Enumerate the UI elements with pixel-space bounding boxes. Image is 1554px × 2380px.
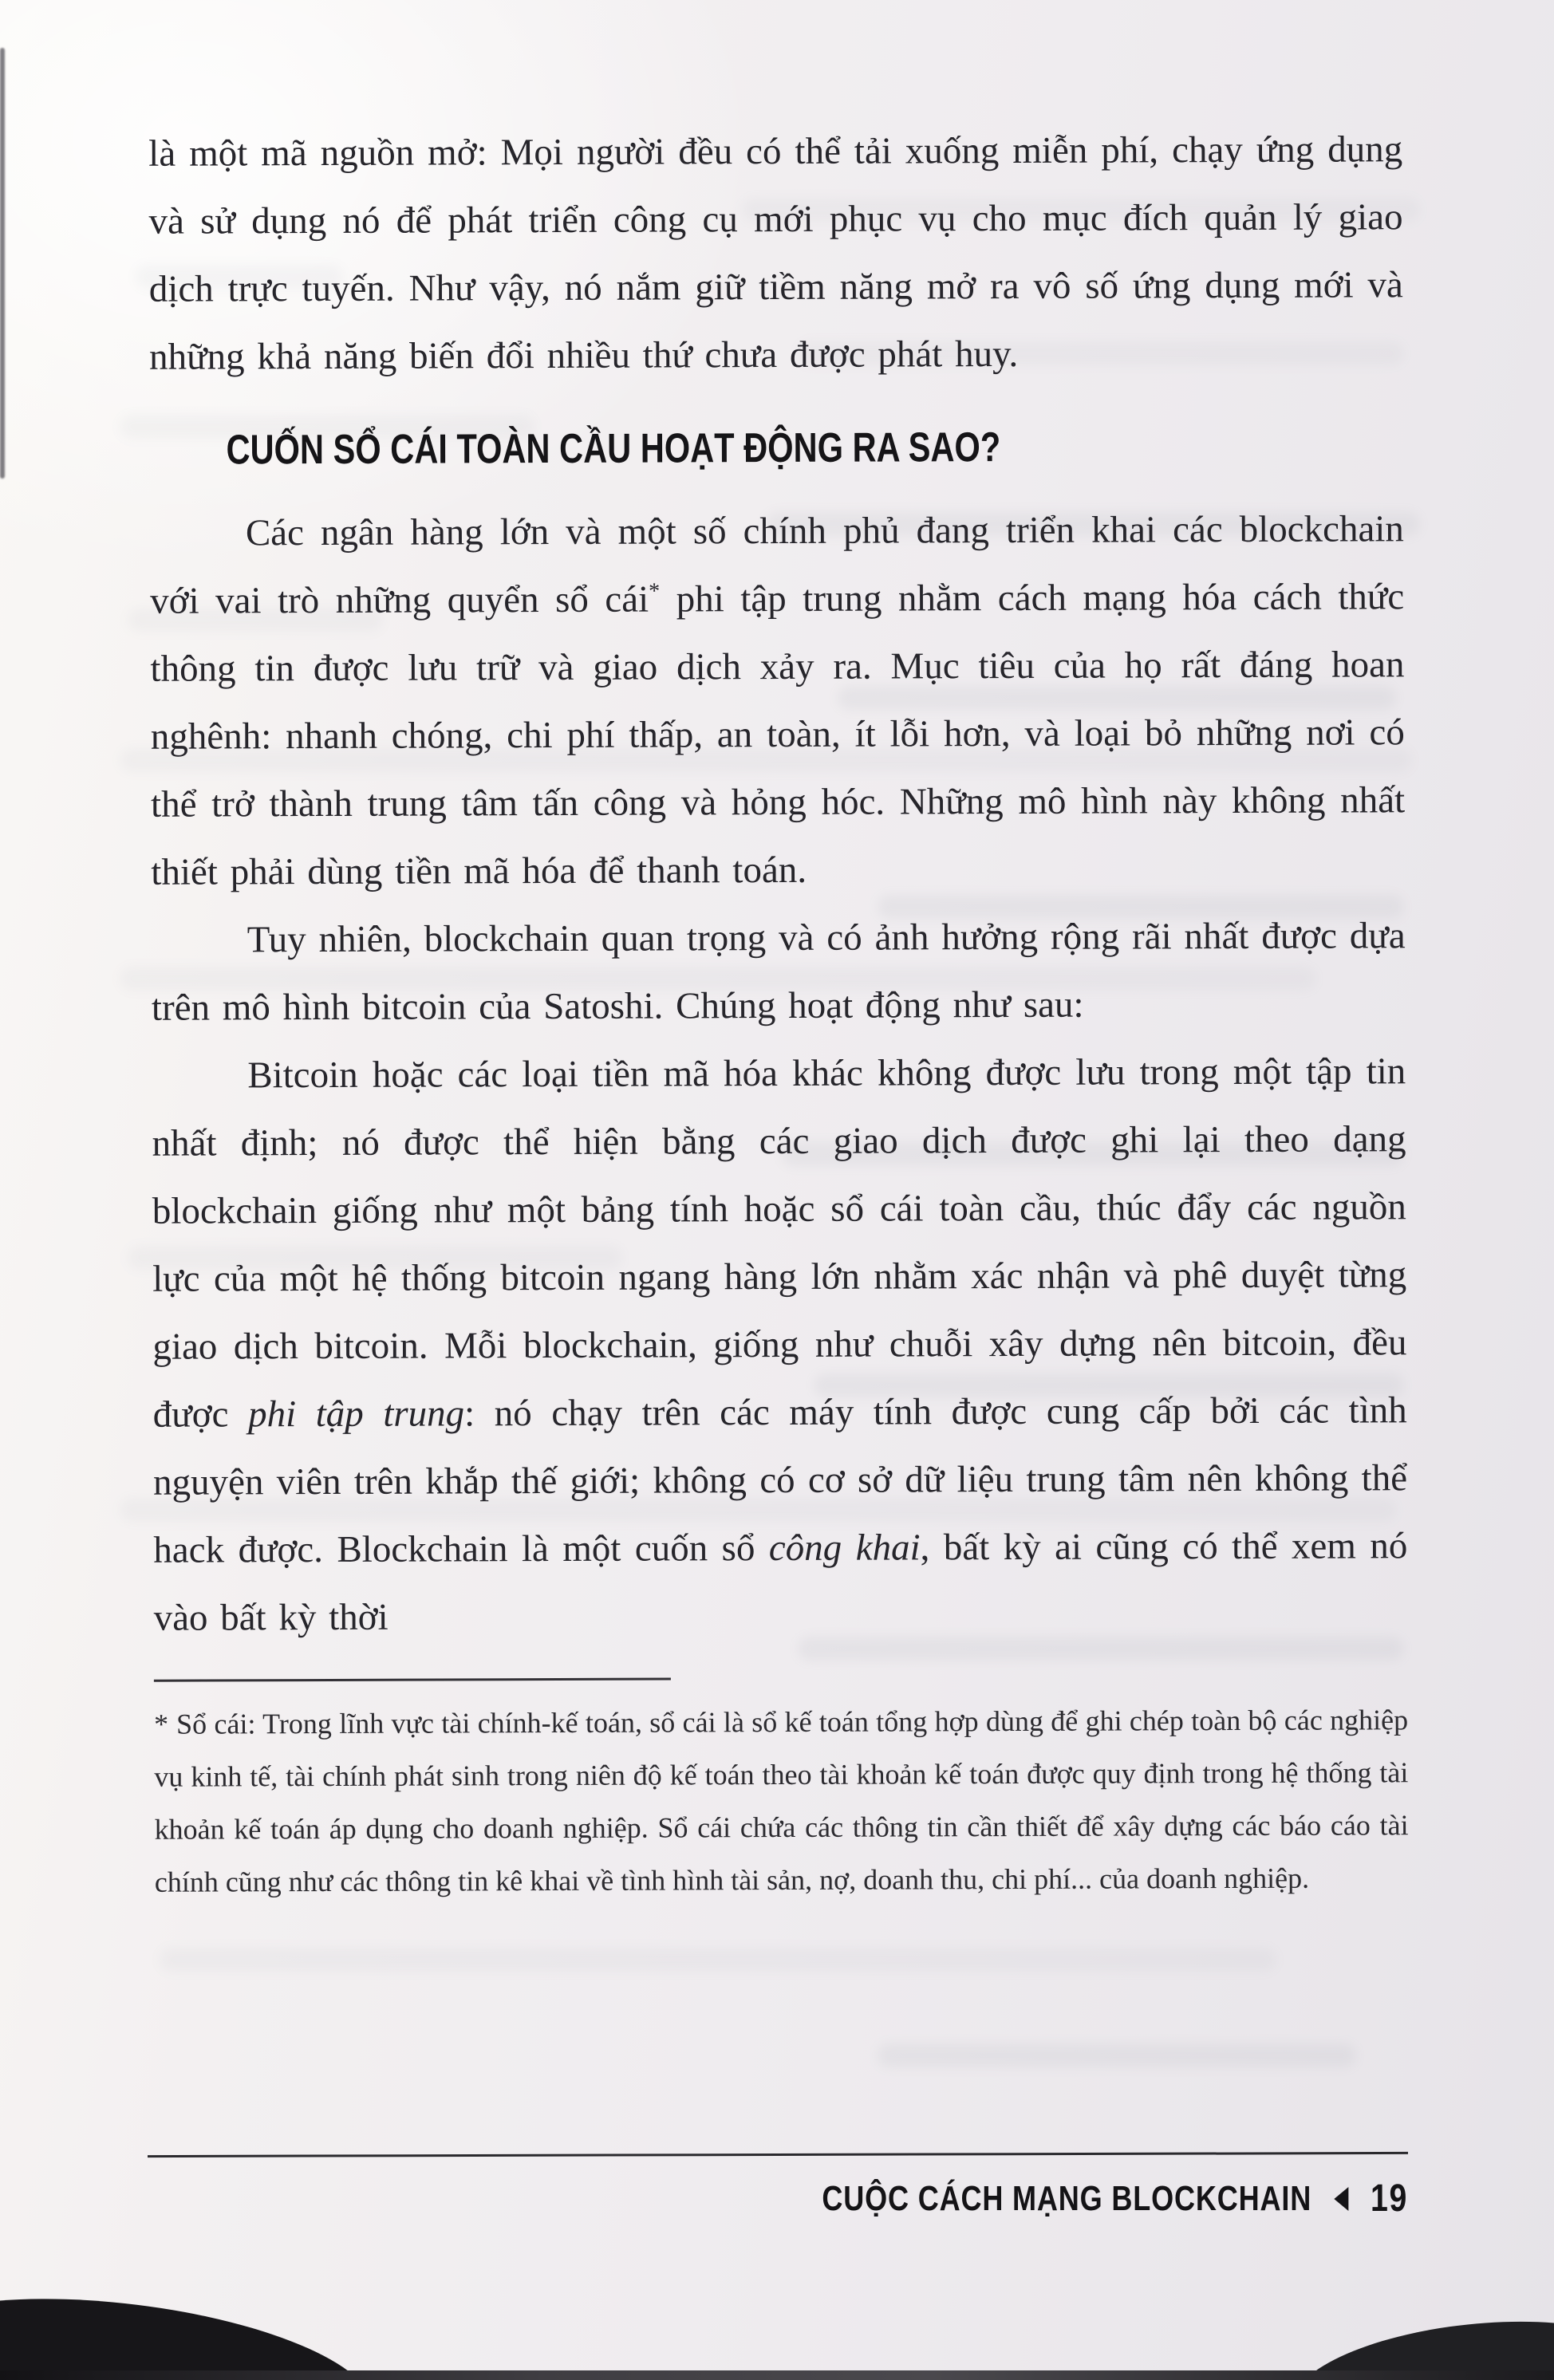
running-title: CUỘC CÁCH MẠNG BLOCKCHAIN [822, 2178, 1312, 2218]
bleed-artifact [160, 1948, 1276, 1972]
paragraph: Bitcoin hoặc các loại tiền mã hóa khác không được lưu trong một tập tin nhất định; nó được thể hiện bằng các giao dịch được ghi lại theo dạng blockchain giống như một bảng tính hoặc sổ cái toàn cầu, thúc đẩy các nguồn lực của một hệ thống bitcoin ngang hàng lớn nhằm xác nhận và phê duyệt từng giao dịch bitcoin. Mỗi blockchain, giống như chuỗi xây dựng nên bitcoin, đều được phi tập trung: nó chạy trên các máy tính được cung cấp bởi các tình nguyện viên trên khắp thế giới; không có cơ sở dữ liệu trung tâm nên không thể hack được. Blockchain là một cuốn sổ công khai, bất kỳ ai cũng có thể xem nó vào bất kỳ thời [152, 1050, 1408, 1639]
left-triangle-icon [1334, 2187, 1348, 2211]
footer-row [374, 2177, 1408, 2220]
photo-dark-corner-left [0, 2275, 382, 2380]
page-number: 19 [1370, 2177, 1408, 2220]
footer-rule [148, 2152, 1408, 2157]
footnote-separator [154, 1677, 671, 1681]
paragraph: Các ngân hàng lớn và một số chính phủ đang triển khai các blockchain với vai trò những quyển sổ cái* phi tập trung nhằm cách mạng hóa cách thức thông tin được lưu trữ và giao dịch xảy ra. Mục tiêu của họ rất đáng hoan nghênh: nhanh chóng, chi phí thấp, an toàn, ít lỗi hơn, và loại bỏ những nơi có thể trở thành trung tâm tấn công và hỏng hóc. Những mô hình này không nhất thiết phải dùng tiền mã hóa để thanh toán. [150, 508, 1406, 893]
footnote-marker: * [154, 1708, 169, 1740]
page-edge-shadow [0, 48, 5, 479]
photo-dark-corner-right [1285, 2305, 1554, 2380]
footnote [154, 1693, 1409, 1908]
section-heading: CUỐN SỔ CÁI TOÀN CẦU HOẠT ĐỘNG RA SAO? [226, 424, 1001, 474]
page-footer [148, 2153, 1408, 2220]
paragraph: Tuy nhiên, blockchain quan trọng và có ảnh hưởng rộng rãi nhất được dựa trên mô hình bitcoin của Satoshi. Chúng hoạt động như sau: [151, 915, 1406, 1029]
page-text-column [148, 116, 1409, 1908]
photo-bottom-edge [0, 2370, 1554, 2380]
bleed-artifact [878, 2043, 1356, 2067]
footnote-text: Sổ cái: Trong lĩnh vực tài chính-kế toán, sổ cái là sổ kế toán tổng hợp dùng để ghi chép toàn bộ các nghiệp vụ kinh tế, tài chính phát sinh trong niên độ kế toán theo tài khoản kế toán được quy định trong hệ thống tài khoản kế toán áp dụng cho doanh nghiệp. Sổ cái chứa các thông tin cần thiết để xây dựng các báo cáo tài chính cũng như các thông tin kê khai về tình hình tài sản, nợ, doanh thu, chi phí... của doanh nghiệp. [154, 1704, 1409, 1898]
paragraph-continued: là một mã nguồn mở: Mọi người đều có thể tải xuống miễn phí, chạy ứng dụng và sử dụng nó để phát triển công cụ mới phục vụ cho mục đích quản lý giao dịch trực tuyến. Như vậy, nó nắm giữ tiềm năng mở ra vô số ứng dụng mới và những khả năng biến đổi nhiều thứ chưa được phát huy. [148, 128, 1403, 378]
